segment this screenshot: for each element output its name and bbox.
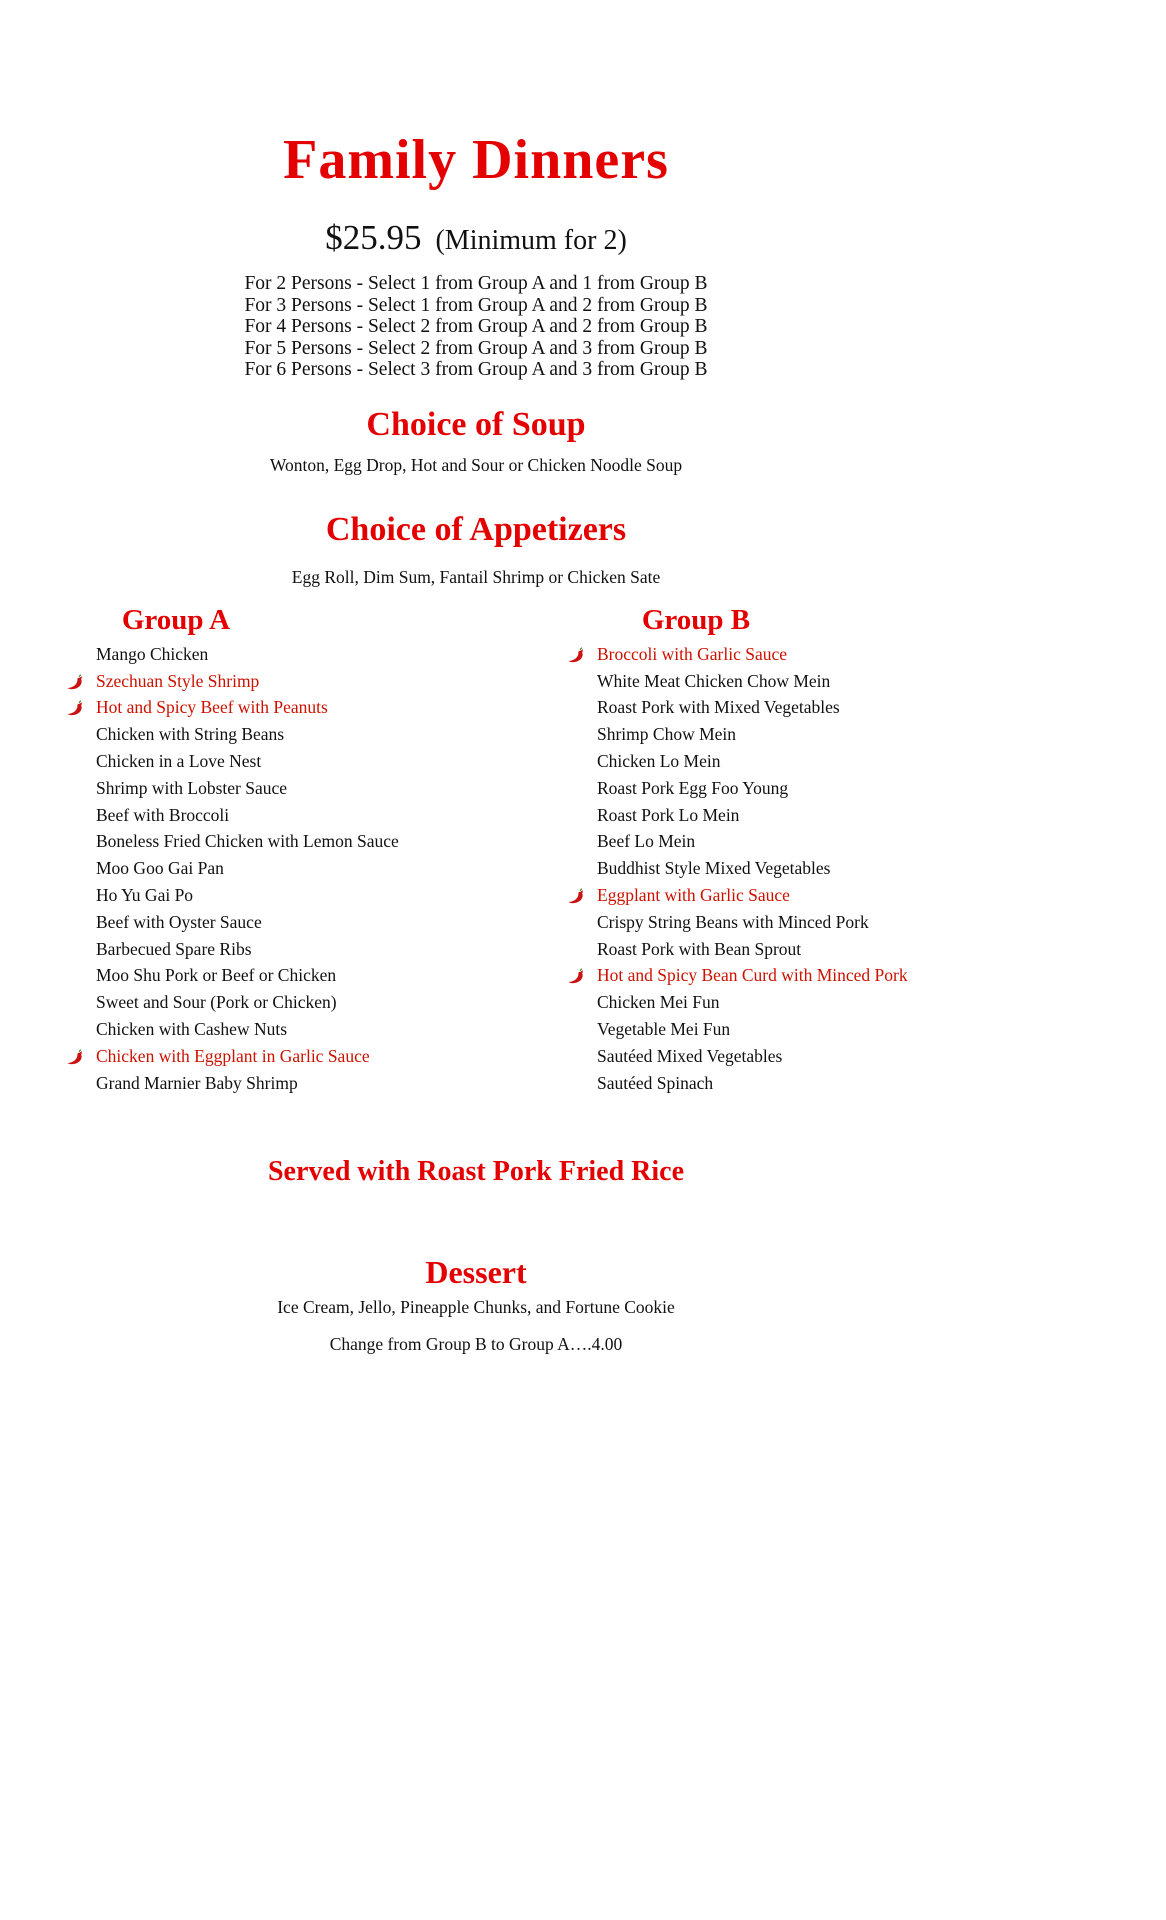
menu-item-label: Beef with Broccoli [96,804,230,825]
menu-item-label: Broccoli with Garlic Sauce [597,643,788,664]
menu-item [563,829,908,856]
menu-item-label: Roast Pork Egg Foo Young [597,777,789,798]
menu-item [62,1016,399,1043]
menu-item-label: Grand Marnier Baby Shrimp [96,1072,298,1093]
group-a-heading: Group A [121,604,231,636]
menu-item-label: Sautéed Mixed Vegetables [597,1045,783,1066]
menu-item-label: Roast Pork with Mixed Vegetables [597,697,840,718]
dessert-options: Ice Cream, Jello, Pineapple Chunks, and Fortune Cookie [277,1297,675,1317]
menu-item [62,909,399,936]
group-b-list [563,641,908,1097]
menu-item-label: Chicken Mei Fun [597,992,720,1013]
menu-item [62,829,399,856]
menu-item [563,748,908,775]
menu-item-label: White Meat Chicken Chow Mein [597,670,831,691]
menu-item-label: Moo Goo Gai Pan [96,858,224,879]
menu-item [62,1043,399,1070]
menu-item-label: Hot and Spicy Beef with Peanuts [96,697,328,718]
person-rules [0,273,952,381]
menu-item [563,1070,908,1097]
menu-item [563,936,908,963]
upgrade-note: Change from Group B to Group A….4.00 [329,1334,623,1354]
menu-item-label: Vegetable Mei Fun [597,1019,731,1040]
appetizers-options: Egg Roll, Dim Sum, Fantail Shrimp or Chicken Sate [291,567,661,587]
menu-item [563,802,908,829]
menu-item-label: Hot and Spicy Bean Curd with Minced Pork [597,965,908,986]
menu-item-label: Chicken with Eggplant in Garlic Sauce [96,1045,370,1066]
group-a-list [62,641,399,1097]
menu-item [62,1070,399,1097]
chili-icon [62,1047,96,1066]
dessert-heading: Dessert [425,1254,527,1290]
menu-item-label: Buddhist Style Mixed Vegetables [597,858,831,879]
menu-item [62,775,399,802]
menu-item [62,936,399,963]
person-rule-line: For 2 Persons - Select 1 from Group A and 1 from Group B [244,273,708,294]
menu-item [563,668,908,695]
soup-heading: Choice of Soup [366,406,586,443]
menu-item-label: Shrimp with Lobster Sauce [96,777,288,798]
chili-icon [62,698,96,717]
menu-item [563,721,908,748]
menu-item-label: Boneless Fried Chicken with Lemon Sauce [96,831,399,852]
menu-item [62,963,399,990]
menu-item-label: Beef with Oyster Sauce [96,911,262,932]
menu-item [563,1016,908,1043]
menu-item-label: Sautéed Spinach [597,1072,714,1093]
menu-item [563,963,908,990]
menu-item-label: Chicken Lo Mein [597,751,721,772]
menu-item [62,641,399,668]
menu-item [62,668,399,695]
menu-item [563,909,908,936]
chili-icon [62,672,96,691]
menu-item [62,721,399,748]
menu-item-label: Beef Lo Mein [597,831,696,852]
menu-item-label: Barbecued Spare Ribs [96,938,252,959]
appetizers-heading: Choice of Appetizers [325,511,627,548]
price-row [0,218,952,258]
menu-item-label: Eggplant with Garlic Sauce [597,885,790,906]
menu-item-label: Crispy String Beans with Minced Pork [597,911,869,932]
menu-item-label: Sweet and Sour (Pork or Chicken) [96,992,337,1013]
menu-item [62,695,399,722]
menu-item [563,695,908,722]
menu-item-label: Mango Chicken [96,643,209,664]
person-rule-line: For 6 Persons - Select 3 from Group A and 3 from Group B [244,359,708,381]
served-note: Served with Roast Pork Fried Rice [267,1156,685,1187]
chili-icon [563,886,597,905]
chili-icon [563,645,597,664]
price-note: (Minimum for 2) [435,225,627,256]
menu-item [62,989,399,1016]
menu-item-label: Chicken with String Beans [96,724,285,745]
price: $25.95 [325,218,422,257]
menu-item-label: Roast Pork with Bean Sprout [597,938,802,959]
menu-item-label: Szechuan Style Shrimp [96,670,260,691]
menu-item-label: Roast Pork Lo Mein [597,804,740,825]
menu-item [62,802,399,829]
soup-options: Wonton, Egg Drop, Hot and Sour or Chicken Noodle Soup [269,455,683,475]
group-b-heading: Group B [641,604,751,636]
menu-item [62,882,399,909]
page-title: Family Dinners [283,129,669,191]
chili-icon [563,966,597,985]
menu-item [563,1043,908,1070]
menu-item-label: Ho Yu Gai Po [96,885,194,906]
menu-item-label: Moo Shu Pork or Beef or Chicken [96,965,337,986]
menu-item [563,641,908,668]
menu-item [62,855,399,882]
menu-item [563,882,908,909]
menu-item-label: Shrimp Chow Mein [597,724,737,745]
menu-item [563,775,908,802]
menu-item [563,989,908,1016]
person-rule-line: For 4 Persons - Select 2 from Group A and 2 from Group B [244,316,708,338]
menu-item [563,855,908,882]
menu-item [62,748,399,775]
person-rule-line: For 5 Persons - Select 2 from Group A and 3 from Group B [244,337,708,359]
menu-item-label: Chicken with Cashew Nuts [96,1019,288,1040]
menu-item-label: Chicken in a Love Nest [96,751,262,772]
person-rule-line: For 3 Persons - Select 1 from Group A and 2 from Group B [244,294,708,316]
